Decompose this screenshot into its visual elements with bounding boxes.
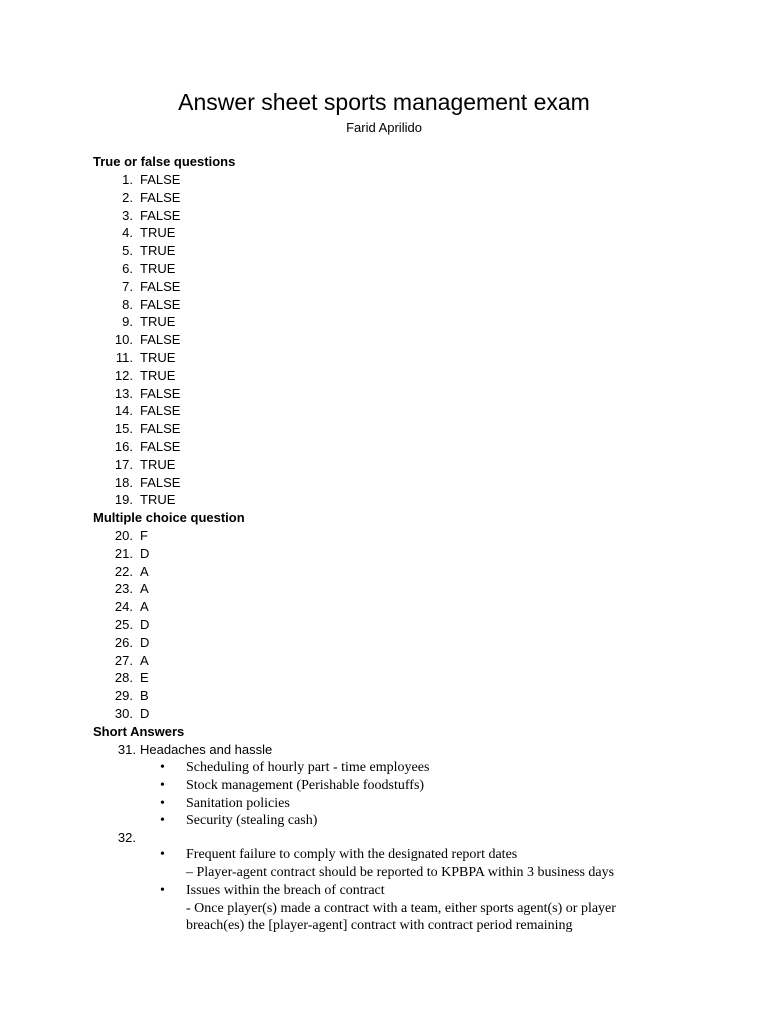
answer-value: TRUE (140, 456, 176, 472)
question-32-bullet-2-detail-line-1: - Once player(s) made a contract with a team, either sports agent(s) or player (186, 901, 616, 916)
answer-number: 15. (114, 421, 133, 437)
answer-value: B (140, 688, 149, 704)
answer-number: 29. (114, 688, 133, 704)
question-31-bullet: Stock management (Perishable foodstuffs) (186, 777, 425, 793)
question-32-bullet-1-detail: – Player-agent contract should be reported to KPBPA within 3 business days (186, 865, 615, 880)
list-item (0, 616, 768, 634)
answer-number: 2. (122, 189, 133, 205)
list-item (0, 402, 768, 420)
list-item (0, 189, 768, 207)
list-item (0, 882, 768, 900)
list-item (0, 527, 768, 545)
list-item (0, 278, 768, 296)
answer-value: D (140, 545, 150, 561)
list-item (0, 260, 768, 278)
answer-value: FALSE (140, 385, 181, 401)
bullet-icon: • (160, 813, 165, 829)
answer-value: FALSE (140, 332, 181, 348)
question-31-number: 31. (117, 742, 136, 757)
answer-value: TRUE (140, 492, 176, 508)
answer-value: TRUE (140, 349, 176, 365)
answer-number: 30. (114, 705, 133, 721)
list-item (0, 705, 768, 723)
answer-value: FALSE (140, 296, 181, 312)
list-item (0, 846, 768, 864)
answer-number: 21. (114, 545, 133, 561)
short-answers-heading: Short Answers (93, 724, 185, 739)
answer-number: 17. (114, 456, 133, 472)
answer-value: FALSE (140, 403, 181, 419)
answer-value: FALSE (140, 172, 181, 187)
answer-value: A (140, 581, 149, 597)
answer-number: 1. (122, 172, 133, 187)
answer-number: 22. (114, 563, 133, 579)
list-item (0, 634, 768, 652)
question-31-text: Headaches and hassle (140, 742, 273, 757)
list-item (0, 367, 768, 385)
list-item (0, 171, 768, 189)
answer-value: TRUE (140, 260, 176, 276)
list-item (0, 242, 768, 260)
true-false-heading: True or false questions (93, 154, 236, 169)
answer-number: 27. (114, 652, 133, 668)
answer-value: FALSE (140, 189, 181, 205)
answer-number: 13. (114, 385, 133, 401)
answer-value: FALSE (140, 421, 181, 437)
list-item (0, 812, 768, 830)
answer-value: FALSE (140, 438, 181, 454)
answer-number: 16. (114, 438, 133, 454)
answer-number: 4. (122, 225, 133, 241)
answer-value: D (140, 616, 150, 632)
answer-value: A (140, 563, 149, 579)
answer-number: 10. (114, 332, 133, 348)
bullet-icon: • (160, 777, 165, 793)
answer-number: 20. (114, 528, 133, 543)
answer-number: 6. (122, 260, 133, 276)
list-item (0, 777, 768, 795)
list-item (0, 563, 768, 581)
list-item (0, 207, 768, 225)
answer-number: 28. (114, 670, 133, 686)
answer-value: A (140, 599, 149, 615)
answer-number: 5. (122, 243, 133, 259)
answer-number: 26. (114, 634, 133, 650)
list-item (0, 474, 768, 492)
answer-value: FALSE (140, 207, 181, 223)
question-31-bullet-list (0, 759, 768, 830)
bullet-icon: • (160, 795, 165, 811)
list-item (0, 669, 768, 687)
list-item (0, 313, 768, 331)
bullet-icon: • (160, 883, 165, 898)
question-32-bullet-2: Issues within the breach of contract (186, 883, 385, 898)
list-item (0, 580, 768, 598)
question-31-bullet: Sanitation policies (186, 795, 290, 811)
question-31-bullet: Security (stealing cash) (186, 813, 318, 829)
answer-number: 3. (122, 207, 133, 223)
bullet-icon: • (160, 760, 165, 775)
answer-number: 8. (122, 296, 133, 312)
multiple-choice-answer-list (0, 527, 768, 723)
list-item (0, 598, 768, 616)
multiple-choice-heading: Multiple choice question (93, 510, 245, 525)
list-item (0, 438, 768, 456)
list-item (0, 224, 768, 242)
answer-value: FALSE (140, 278, 181, 294)
question-32-number: 32. (117, 830, 136, 845)
document-author: Farid Aprilido (346, 120, 422, 135)
list-item (0, 491, 768, 509)
answer-value: D (140, 705, 150, 721)
list-item (0, 349, 768, 367)
question-32-bullet-2-detail-line-2: breach(es) the [player-agent] contract with contract period remaining (186, 918, 573, 933)
answer-value: TRUE (140, 243, 176, 259)
answer-number: 7. (122, 278, 133, 294)
question-31-bullet: Scheduling of hourly part - time employees (186, 760, 430, 775)
answer-number: 24. (114, 599, 133, 615)
answer-value: TRUE (140, 367, 176, 383)
question-32-bullet-1: Frequent failure to comply with the designated report dates (186, 847, 518, 862)
answer-value: TRUE (140, 314, 176, 330)
answer-number: 9. (122, 314, 133, 330)
answer-number: 11. (115, 349, 133, 365)
answer-number: 18. (114, 474, 133, 490)
document-title: Answer sheet sports management exam (178, 89, 590, 115)
answer-value: FALSE (140, 474, 181, 490)
list-item (0, 652, 768, 670)
bullet-icon: • (160, 847, 165, 862)
list-item (0, 545, 768, 563)
answer-value: E (140, 670, 149, 686)
list-item (0, 296, 768, 314)
list-item (0, 759, 768, 777)
list-item (0, 331, 768, 349)
answer-number: 12. (114, 367, 133, 383)
list-item (0, 687, 768, 705)
true-false-answer-list (0, 171, 768, 509)
answer-value: A (140, 652, 149, 668)
list-item (0, 385, 768, 403)
answer-value: D (140, 634, 150, 650)
list-item (0, 456, 768, 474)
list-item (0, 795, 768, 813)
answer-value: F (140, 528, 148, 543)
answer-value: TRUE (140, 225, 176, 241)
answer-number: 23. (114, 581, 133, 597)
list-item (0, 420, 768, 438)
answer-number: 19. (114, 492, 133, 508)
answer-number: 14. (114, 403, 133, 419)
answer-number: 25. (114, 616, 133, 632)
